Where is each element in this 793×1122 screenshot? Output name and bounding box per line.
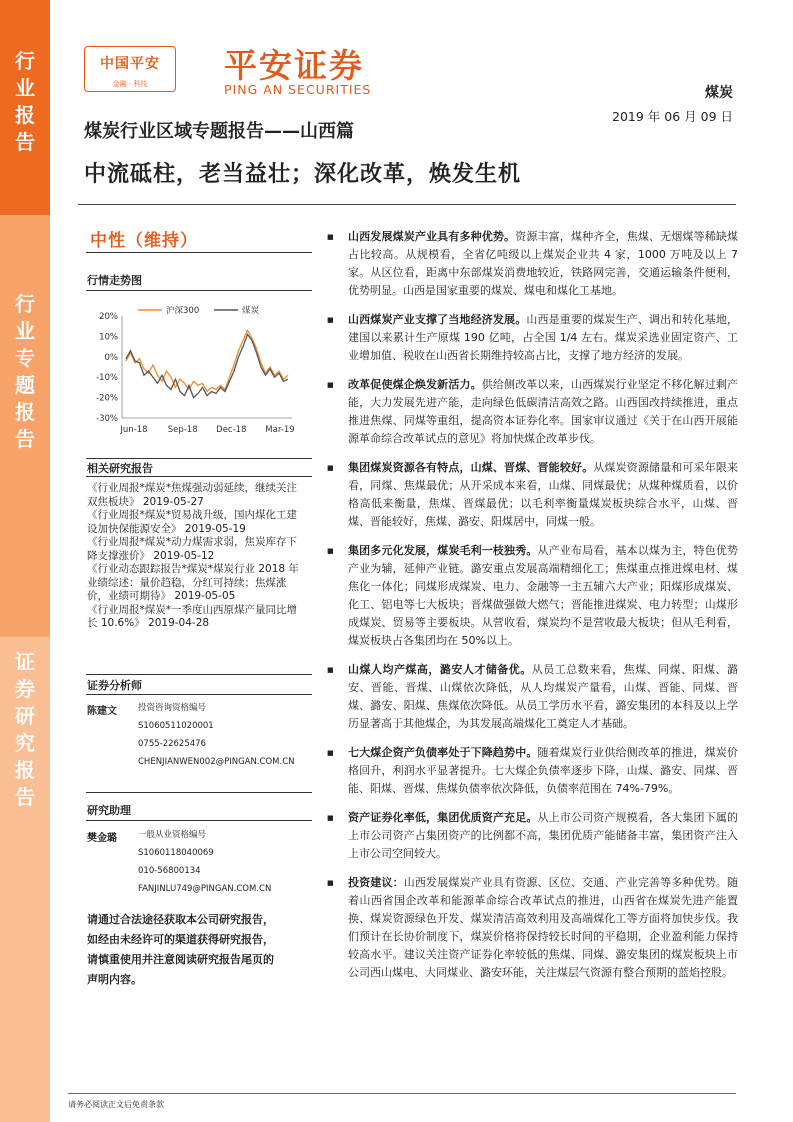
square-bullet-icon: ■ (327, 547, 334, 555)
key-point (326, 376, 738, 448)
sidebar-char: 证 (15, 650, 35, 674)
assistant-cert-code: S1060118040069 (138, 848, 214, 858)
section-divider (86, 458, 312, 459)
sidebar-char: 告 (15, 427, 35, 451)
y-tick-label: 20% (99, 312, 118, 322)
x-tick-label: Jun-18 (120, 425, 148, 435)
sidebar-char: 究 (15, 731, 35, 755)
header-divider (78, 204, 736, 205)
y-tick-label: 10% (99, 332, 118, 343)
footer-divider (68, 1093, 736, 1094)
series-line-hs300 (126, 330, 288, 391)
legend-label-hs300: 沪深300 (166, 306, 200, 316)
sidebar-char: 报 (15, 758, 35, 782)
trend-chart (86, 300, 312, 444)
assistant-name: 樊金璐 (87, 833, 117, 844)
analyst-cert-title: 投资咨询资格编号 (138, 703, 207, 713)
related-report-item[interactable]: 《行业周报*煤炭*贸易战升级，国内煤化工建设加快保能源安全》 2019-05-19 (87, 509, 297, 535)
analyst-heading: 证券分析师 (87, 679, 142, 692)
square-bullet-icon: ■ (327, 749, 334, 757)
key-point-heading: 七大煤企资产负债率处于下降趋势中。 (348, 746, 538, 759)
related-heading: 相关研究报告 (87, 462, 153, 475)
key-point-body: 从煤炭资源储量和可采年限来看，同煤、焦煤最优；从开采成本来看，山煤、同煤最优；从煤种煤质看，以价格高低来衡量，焦煤、晋煤最优；以毛利率衡量煤炭板块综合水平，山煤、晋煤、晋能较好，焦煤、潞安、阳煤居中，同煤一般。 (348, 461, 738, 528)
disclaimer-notice: 请通过合法途径获取本公司研究报告，如经由未经许可的渠道获得研究报告，请慎重使用并注意阅读研究报告尾页的声明内容。 (87, 913, 274, 986)
x-tick-label: Sep-18 (167, 425, 198, 435)
trend-heading: 行情走势图 (87, 274, 142, 287)
assistant-heading: 研究助理 (87, 804, 131, 817)
sidebar-char: 业 (15, 319, 35, 343)
square-bullet-icon: ■ (327, 233, 334, 241)
report-date: 2019 年 06 月 09 日 (612, 109, 733, 124)
key-point-body: 从上市公司资产规模看，各大集团下属的上市公司资产占集团资产的比例都不高，集团优质产能储备丰富，集团资产注入上市公司空间较大。 (348, 811, 738, 860)
brand-name-en: PING AN SECURITIES (224, 82, 372, 97)
key-point (326, 311, 738, 365)
key-point-heading: 改革促使煤企焕发新活力。 (348, 378, 482, 391)
related-report-item[interactable]: 《行业周报*煤炭*焦煤强动弱延续，继续关注双焦板块》 2019-05-27 (87, 482, 297, 508)
key-point-body: 资源丰富，煤种齐全，焦煤、无烟煤等稀缺煤占比较高。从规模看，全省亿吨级以上煤炭企业共 4 家，1000 万吨及以上 7 家。从区位看，距离中东部煤炭消费地较近，铁路网完善，交通运输条件便利，优势明显。山西是国家重要的煤炭、煤电和煤化工基地。 (348, 230, 739, 297)
section-divider (86, 290, 312, 291)
sidebar-char: 报 (15, 400, 35, 424)
sidebar-char: 题 (15, 373, 35, 397)
assistant-phone: 010-56800134 (138, 866, 201, 876)
analyst-cert-code: S1060511020001 (138, 721, 214, 731)
sidebar-block-industry-report (0, 0, 50, 215)
sidebar-char: 报 (15, 103, 35, 127)
key-point (326, 874, 738, 982)
square-bullet-icon: ■ (327, 381, 334, 389)
key-point (326, 459, 738, 531)
square-bullet-icon: ■ (327, 666, 334, 674)
key-point (326, 542, 738, 650)
section-divider (86, 674, 312, 675)
related-report-item[interactable]: 《行业周报*煤炭*一季度山西原煤产量同比增长 10.6%》 2019-04-28 (87, 603, 297, 629)
report-title: 煤炭行业区域专题报告——山西篇 (84, 121, 354, 142)
report-headline: 中流砥柱，老当益壮；深化改革，焕发生机 (84, 162, 522, 187)
section-divider (86, 820, 312, 821)
related-report-item[interactable]: 《行业动态跟踪报告*煤炭*煤炭行业 2018 年业绩综述：量价趋稳，分红可持续；焦煤涨价，业绩可期待》 2019-05-05 (87, 563, 299, 602)
key-point-body: 从员工总数来看，焦煤、同煤、阳煤、潞安、晋能、晋煤、山煤依次降低，从人均煤炭产量看，山煤、晋能、同煤、晋煤、潞安、阳煤、焦煤依次降低。从员工学历水平看，潞安集团的本科及以上学历显著高于其他煤企，为其发展高端煤化工奠定人才基础。 (348, 663, 739, 730)
key-point-heading: 投资建议： (348, 876, 404, 889)
legend-label-coal: 煤炭 (242, 306, 260, 316)
analyst-email[interactable]: CHENJIANWEN002@PINGAN.COM.CN (138, 757, 295, 767)
section-divider (86, 252, 312, 253)
x-tick-label: Dec-18 (216, 425, 247, 435)
square-bullet-icon: ■ (327, 814, 334, 822)
sidebar-char: 券 (15, 677, 35, 701)
analyst-info (138, 699, 302, 768)
sidebar-char: 告 (15, 785, 35, 809)
footer-note: 请务必阅读正文后免责条款 (68, 1100, 164, 1109)
industry-category: 煤炭 (705, 85, 733, 101)
sidebar-char: 研 (15, 704, 35, 728)
key-point-body: 随着煤炭行业供给侧改革的推进，煤炭价格回升，利润水平显著提升。七大煤企负债率逐步下降，山煤、潞安、同煤、晋能、阳煤、晋煤、焦煤负债率依次降低，负债率范围在 74%-79%。 (348, 746, 738, 795)
key-point-heading: 集团煤炭资源各有特点，山煤、晋煤、晋能较好。 (348, 461, 594, 474)
y-tick-label: -10% (96, 373, 118, 384)
sidebar-char: 专 (15, 346, 35, 370)
assistant-info (138, 826, 271, 898)
brand-name-cn: 平安证券 (224, 46, 364, 85)
logo-subtext: 金融 · 科技 (112, 80, 148, 88)
key-point (326, 661, 738, 733)
square-bullet-icon: ■ (327, 464, 334, 472)
key-point (326, 809, 738, 863)
key-point-body: 山西发展煤炭产业具有资源、区位、交通、产业完善等多种优势。随着山西省国企改革和能源革命综合改革试点的推进，山西省在煤炭先进产能置换、煤炭资源绿色开发、煤炭清洁高效利用及高端煤化工等方面将加快步伐。我们预计在长协价制度下，煤炭价格将保持较长时间的平稳期，企业盈利能力保持较高水平。建议关注资产证券化率较低的焦煤、同煤、潞安集团的煤炭板块上市公司西山煤电、大同煤业、潞安环能，关注煤层气资源有整合预期的蓝焰控股。 (348, 876, 739, 979)
y-tick-label: -30% (96, 414, 118, 424)
sidebar-char: 行 (15, 49, 35, 73)
key-point-body: 供给侧改革以来，山西煤炭行业坚定不移化解过剩产能，大力发展先进产能，走向绿色低碳清洁高效之路。山西国改持续推进，重点推进焦煤、同煤等重组，提高资本证券化率。国家审议通过《关于在山西开展能源革命综合改革试点的意见》将加快煤企改革步伐。 (348, 378, 738, 445)
key-point-heading: 山煤人均产煤高，潞安人才储备优。 (348, 663, 532, 676)
related-reports-list (87, 482, 302, 631)
assistant-email[interactable]: FANJINLU749@PINGAN.COM.CN (138, 884, 272, 894)
key-point (326, 744, 738, 798)
key-point-body: 山西是重要的煤炭生产、调出和转化基地，建国以来累计生产原煤 190 亿吨，占全国 1/4 左右。煤炭采选业固定资产、工业增加值、税收在山西省长期维持较高占比，支撑了地方经济的发展。 (348, 313, 739, 362)
key-point (326, 228, 738, 300)
assistant-cert-title: 一般从业资格编号 (138, 830, 207, 840)
key-point-body: 从产业布局看，基本以煤为主，特色优势产业为辅，延伸产业链。潞安重点发展高端精细化工；焦煤重点推进煤电材、煤焦化一体化；同煤形成煤炭、电力、金融等一主五辅六大产业；阳煤形成煤炭、化工、铝电等七大板块；晋煤做强做大燃气；晋能推进煤炭、电力转型；山煤形成煤炭、贸易等主要板块。从营收看，煤炭均不是营收最大板块；但从毛利看，煤炭板块占各集团均在 50%以上。 (348, 544, 738, 647)
section-divider (86, 792, 312, 793)
section-divider (86, 476, 312, 477)
x-tick-label: Mar-19 (265, 425, 295, 435)
y-tick-label: -20% (96, 393, 118, 404)
square-bullet-icon: ■ (327, 879, 334, 887)
left-sidebar (0, 0, 50, 1122)
trend-chart-svg (86, 300, 312, 444)
sidebar-char: 业 (15, 76, 35, 100)
key-point-heading: 山西发展煤炭产业具有多种优势。 (348, 230, 516, 243)
sidebar-char: 行 (15, 292, 35, 316)
key-point-heading: 山西煤炭产业支撑了当地经济发展。 (348, 313, 527, 326)
series-line-coal (126, 334, 288, 397)
logo-text: 中国平安 (100, 56, 160, 72)
section-divider (86, 694, 312, 695)
key-points (326, 228, 738, 993)
y-tick-label: 0% (104, 352, 118, 363)
analyst-name: 陈建文 (87, 706, 117, 717)
sidebar-block-special-report (0, 215, 50, 637)
square-bullet-icon: ■ (327, 316, 334, 324)
key-point-heading: 集团多元化发展，煤炭毛利一枝独秀。 (348, 544, 538, 557)
ping-an-logo (84, 46, 176, 92)
sidebar-char: 告 (15, 130, 35, 154)
analyst-phone: 0755-22625476 (138, 739, 206, 749)
key-point-heading: 资产证券化率低，集团优质资产充足。 (348, 811, 538, 824)
rating: 中性（维持） (90, 231, 198, 251)
related-report-item[interactable]: 《行业周报*煤炭*动力煤需求弱，焦炭库存下降支撑涨价》 2019-05-12 (87, 536, 297, 562)
sidebar-block-securities-research (0, 637, 50, 1122)
